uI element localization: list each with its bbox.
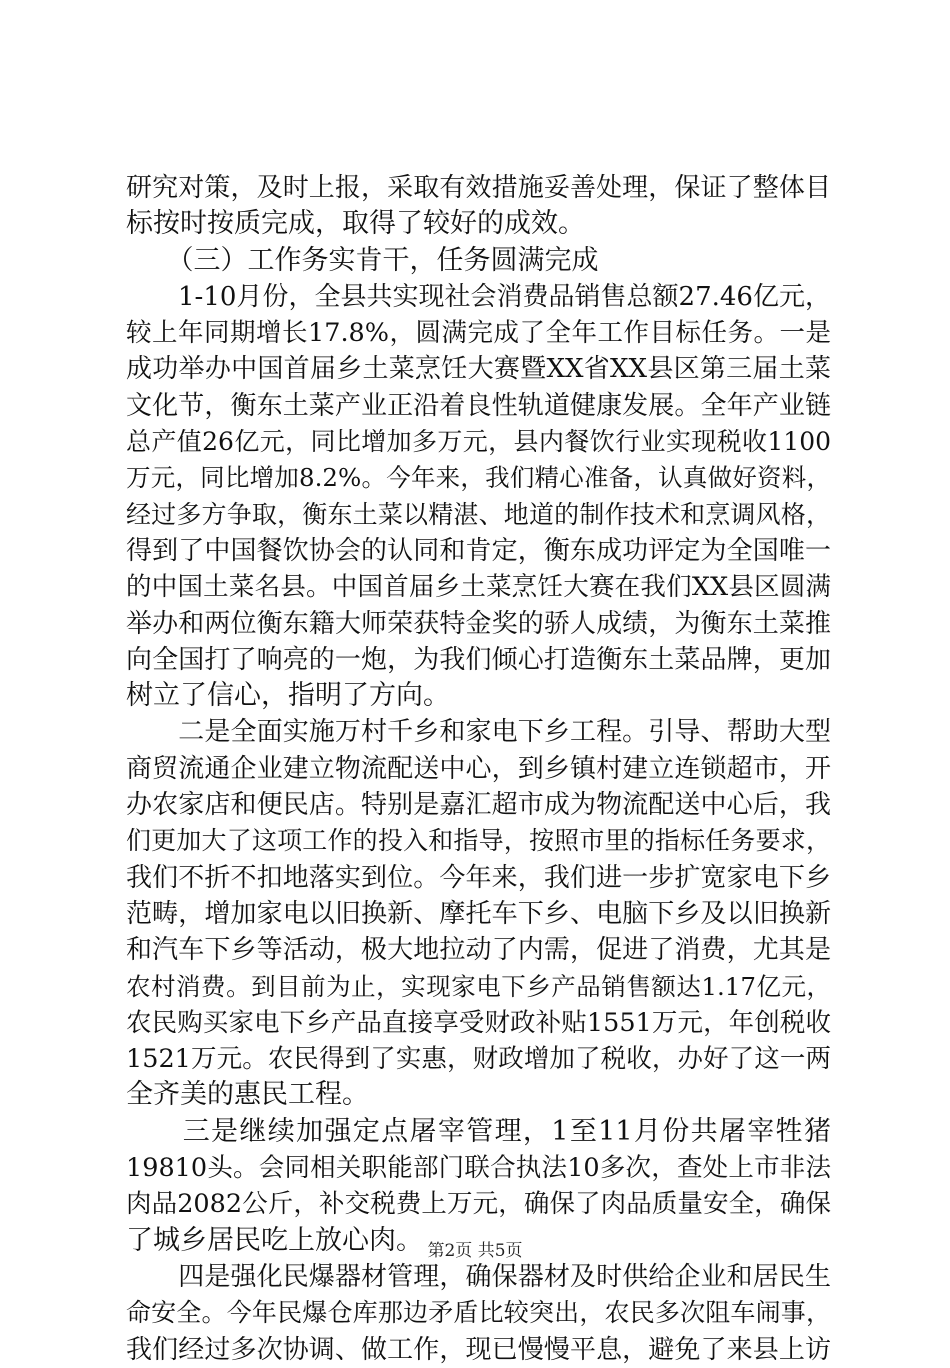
text-line: 农民购买家电下乡产品直接享受财政补贴1551万元，年创税收	[126, 1007, 831, 1038]
text-line: 肉品2082公斤，补交税费上万元，确保了肉品质量安全，确保	[126, 1189, 831, 1220]
text-line: 19810头。会同相关职能部门联合执法10多次，查处上市非法	[126, 1153, 831, 1184]
text-line: 较上年同期增长17.8%，圆满完成了全年工作目标任务。一是	[126, 318, 831, 349]
text-line: 们更加大了这项工作的投入和指导，按照市里的指标任务要求，	[126, 826, 831, 856]
text-line: 我们不折不扣地落实到位。今年来，我们进一步扩宽家电下乡	[126, 862, 831, 893]
text-line: 成功举办中国首届乡土菜烹饪大赛暨XX省XX县区第三届土菜	[126, 354, 831, 385]
text-line: 范畴，增加家电以旧换新、摩托车下乡、电脑下乡及以旧换新	[126, 898, 831, 929]
text-line: 全齐美的惠民工程。	[126, 1079, 369, 1111]
text-line: 1-10月份，全县共实现社会消费品销售总额27.46亿元，	[126, 281, 831, 312]
text-line: 了城乡居民吃上放心肉。	[126, 1224, 423, 1256]
section-heading: （三）工作务实肯干，任务圆满完成	[126, 244, 599, 276]
text-line: 向全国打了响亮的一炮，为我们倾心打造衡东土菜品牌，更加	[126, 644, 831, 675]
text-line: 的中国土菜名县。中国首届乡土菜烹饪大赛在我们XX县区圆满	[126, 572, 831, 603]
text-line: 和汽车下乡等活动，极大地拉动了内需，促进了消费，尤其是	[126, 935, 831, 966]
text-line: 三是继续加强定点屠宰管理，1至11月份共屠宰牲猪	[126, 1115, 831, 1147]
text-line: 办农家店和便民店。特别是嘉汇超市成为物流配送中心后，我	[126, 790, 831, 821]
text-line: 农村消费。到目前为止，实现家电下乡产品销售额达1.17亿元，	[126, 971, 831, 1001]
text-line: 研究对策，及时上报，采取有效措施妥善处理，保证了整体目	[126, 173, 831, 203]
text-line: 标按时按质完成，取得了较好的成效。	[126, 208, 585, 240]
text-line: 四是强化民爆器材管理，确保器材及时供给企业和居民生	[126, 1261, 831, 1292]
text-line: 商贸流通企业建立物流配送中心，到乡镇村建立连锁超市，开	[126, 753, 831, 784]
page-number: 第2页 共5页	[427, 1241, 523, 1261]
text-line: 得到了中国餐饮协会的认同和肯定，衡东成功评定为全国唯一	[126, 535, 831, 566]
text-line: 树立了信心，指明了方向。	[126, 680, 450, 712]
text-line: 我们经过多次协调、做工作，现已慢慢平息，避免了来县上访	[126, 1334, 831, 1365]
text-line: 1521万元。农民得到了实惠，财政增加了税收，办好了这一两	[126, 1044, 831, 1075]
text-line: 文化节，衡东土菜产业正沿着良性轨道健康发展。全年产业链	[126, 390, 831, 421]
text-line: 万元，同比增加8.2%。今年来，我们精心准备，认真做好资料，	[126, 463, 831, 493]
text-line: 二是全面实施万村千乡和家电下乡工程。引导、帮助大型	[126, 717, 831, 748]
text-line: 经过多方争取，衡东土菜以精湛、地道的制作技术和烹调风格，	[126, 499, 831, 529]
document-body	[126, 170, 831, 1368]
text-line: 举办和两位衡东籍大师荣获特金奖的骄人成绩，为衡东土菜推	[126, 608, 831, 639]
text-line: 命安全。今年民爆仓库那边矛盾比较突出，农民多次阻车闹事，	[126, 1298, 831, 1328]
text-line: 总产值26亿元，同比增加多万元，县内餐饮行业实现税收1100	[126, 427, 831, 457]
